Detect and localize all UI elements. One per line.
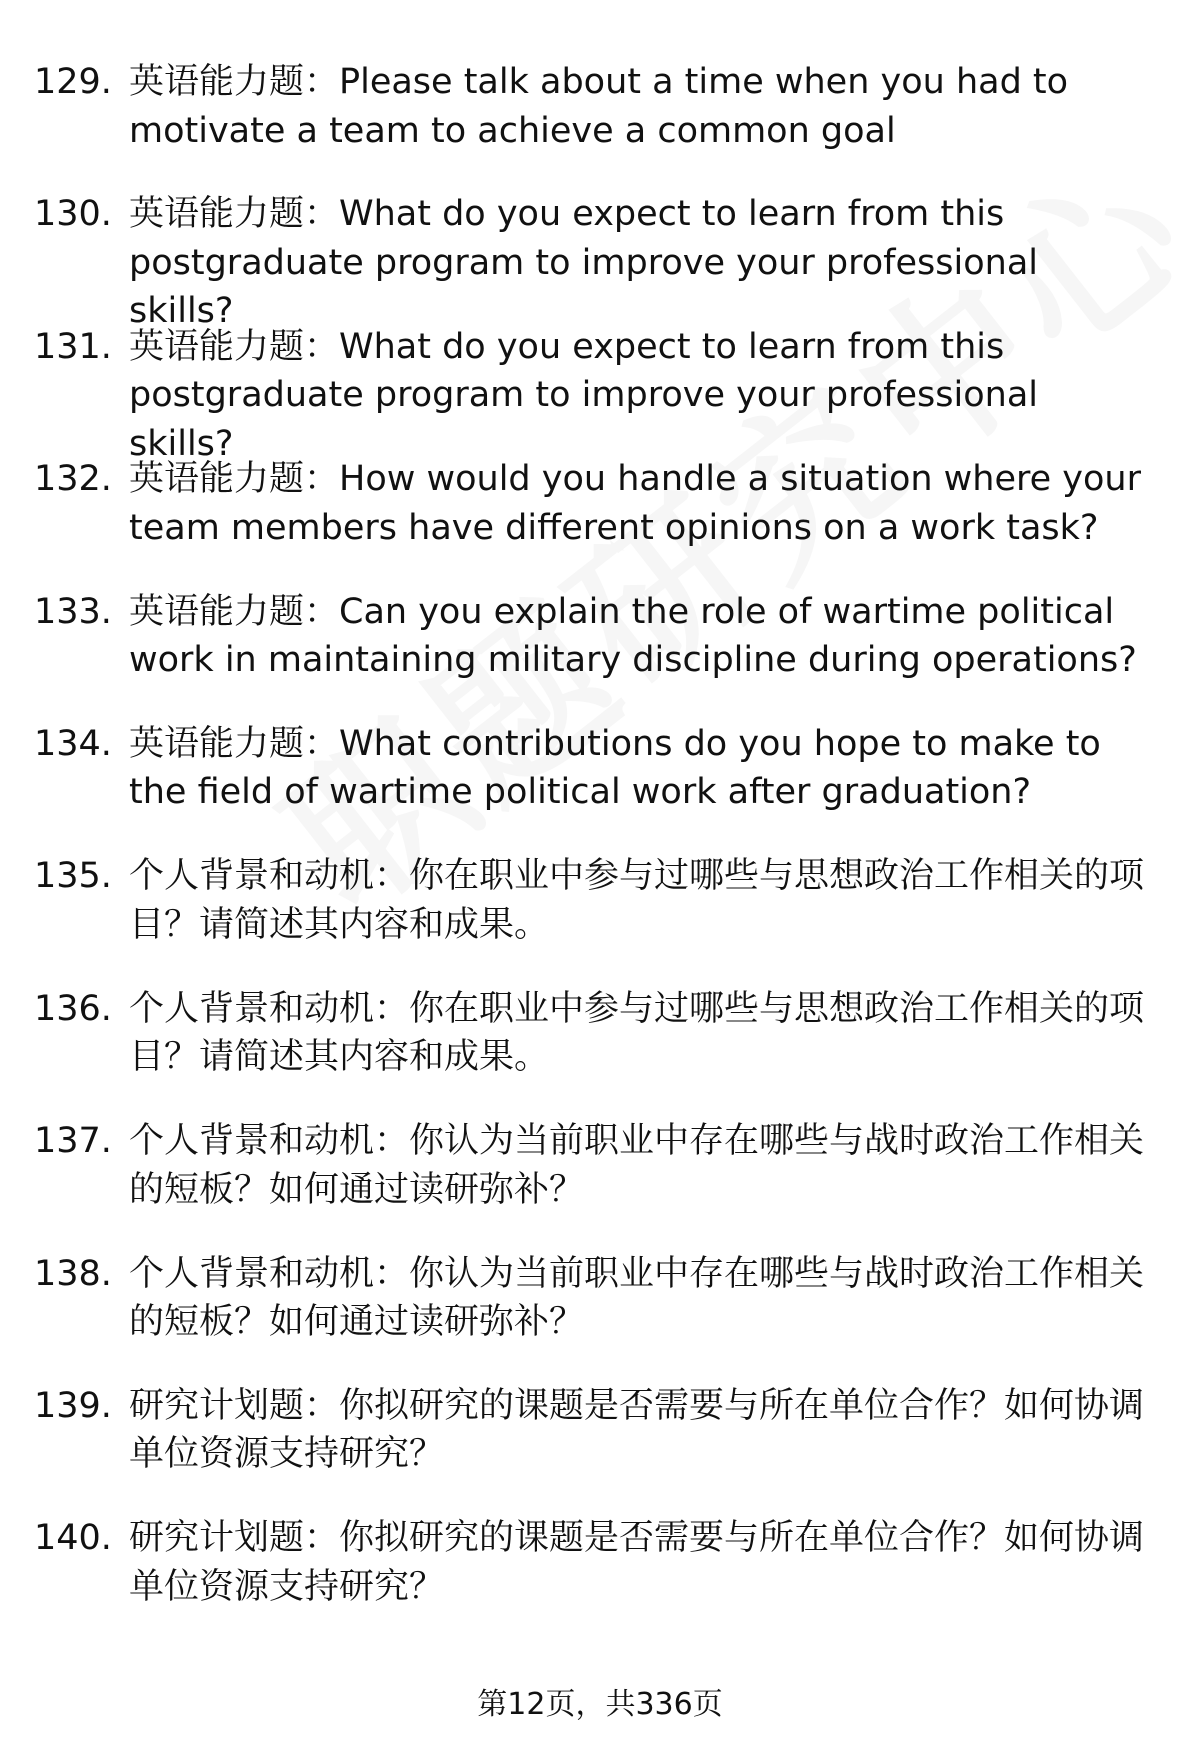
question-item-135 xyxy=(0,852,1200,984)
question-item-133 xyxy=(0,588,1200,720)
question-text: 英语能力题：What do you expect to learn from this postgraduate program to improve your professional skills? xyxy=(129,326,1038,464)
question-text: 英语能力题：Please talk about a time when you had to motivate a team to achieve a common goal xyxy=(129,62,1069,151)
page-footer: 第12页，共336页 xyxy=(477,1687,723,1722)
question-number: 132. xyxy=(34,459,112,500)
question-text: 个人背景和动机：你在职业中参与过哪些与思想政治工作相关的项目？请简述其内容和成果。 xyxy=(129,856,1145,945)
question-text: 英语能力题：Can you explain the role of wartime political work in maintaining military discipline during operations? xyxy=(129,591,1137,681)
question-item-130 xyxy=(0,190,1200,332)
question-number: 137. xyxy=(34,1121,112,1162)
question-text: 个人背景和动机：你认为当前职业中存在哪些与战时政治工作相关的短板？如何通过读研弥补？ xyxy=(129,1121,1145,1210)
question-list xyxy=(0,58,1200,1647)
question-text: 研究计划题：你拟研究的课题是否需要与所在单位合作？如何协调单位资源支持研究？ xyxy=(129,1385,1145,1475)
question-number: 133. xyxy=(34,591,112,632)
question-item-134 xyxy=(0,720,1200,852)
question-text: 英语能力题：What contributions do you hope to make to the field of wartime political work after graduation? xyxy=(129,723,1101,813)
question-text: 个人背景和动机：你认为当前职业中存在哪些与战时政治工作相关的短板？如何通过读研弥补？ xyxy=(129,1253,1145,1343)
question-text: 个人背景和动机：你在职业中参与过哪些与思想政治工作相关的项目？请简述其内容和成果。 xyxy=(129,988,1145,1078)
question-item-129 xyxy=(0,58,1200,190)
question-item-131 xyxy=(0,323,1200,464)
question-number: 139. xyxy=(34,1385,112,1426)
question-item-140 xyxy=(0,1514,1200,1646)
question-number: 134. xyxy=(34,723,112,764)
question-item-132 xyxy=(0,455,1200,587)
question-text: 英语能力题：What do you expect to learn from this postgraduate program to improve your professional skills? xyxy=(129,194,1038,332)
question-number: 129. xyxy=(34,62,112,102)
question-item-137 xyxy=(0,1117,1200,1249)
question-text: 英语能力题：How would you handle a situation where your team members have different opinions on a work task? xyxy=(129,459,1141,548)
question-text: 研究计划题：你拟研究的课题是否需要与所在单位合作？如何协调单位资源支持研究？ xyxy=(129,1518,1145,1607)
question-number: 135. xyxy=(34,856,112,897)
question-number: 131. xyxy=(34,326,112,367)
question-number: 130. xyxy=(34,194,112,235)
question-item-139 xyxy=(0,1382,1200,1514)
question-number: 136. xyxy=(34,988,112,1029)
question-item-138 xyxy=(0,1250,1200,1382)
question-item-136 xyxy=(0,985,1200,1117)
question-number: 138. xyxy=(34,1253,112,1294)
question-number: 140. xyxy=(34,1518,112,1559)
